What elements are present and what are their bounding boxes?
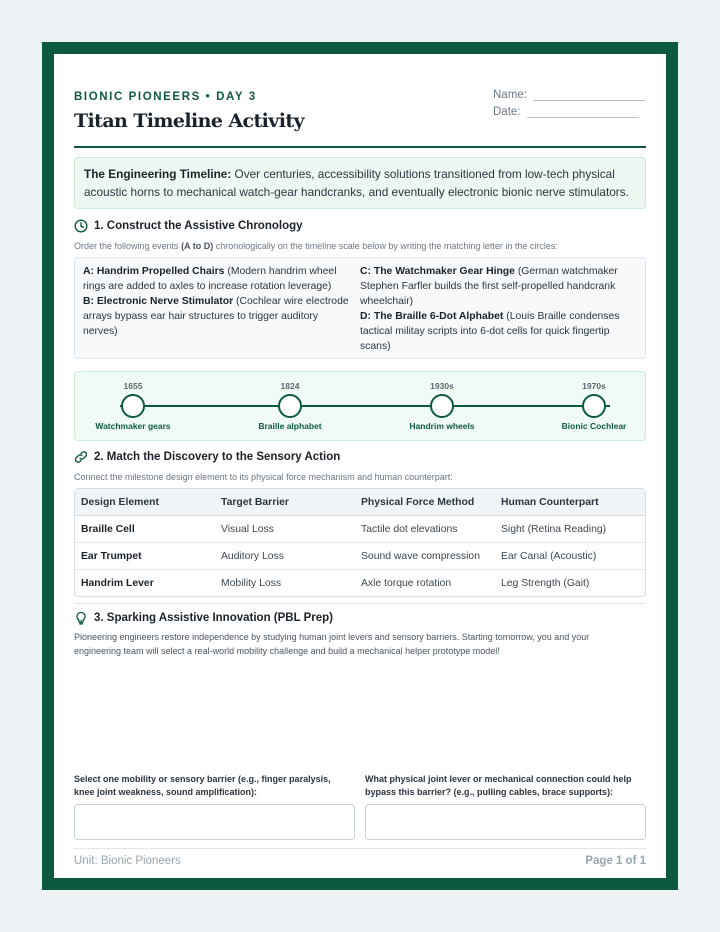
section2-title: 2. Match the Discovery to the Sensory Action — [94, 451, 341, 463]
table-cell: Auditory Loss — [215, 543, 355, 570]
events-col-left — [83, 264, 360, 352]
callout-text: Over centuries, accessibility solutions transitioned from low-tech physical acoustic horns to mechanical watch-gear handcranks, and eventually electronic bionic nerve stimulators. — [84, 167, 629, 199]
lightbulb-icon — [74, 611, 88, 625]
column-header: Physical Force Method — [355, 489, 495, 516]
section3-heading — [74, 611, 333, 625]
answer-box-2[interactable] — [365, 804, 646, 840]
student-info — [493, 86, 645, 120]
timeline-label: Watchmaker gears — [95, 421, 171, 431]
footer-divider — [74, 848, 646, 849]
question-1: Select one mobility or sensory barrier (e.g., finger paralysis, knee joint weakness, sound amplification): — [74, 774, 331, 797]
event-a — [83, 264, 350, 294]
callout-lead: The Engineering Timeline: — [84, 167, 232, 181]
table-cell: Ear Canal (Acoustic) — [495, 543, 645, 570]
answer-circle[interactable] — [430, 394, 454, 418]
event-b — [83, 294, 350, 339]
event-c — [360, 264, 627, 309]
column-header: Human Counterpart — [495, 489, 645, 516]
event-d-text: (Louis Braille condenses tactical militay scripts into 6-dot cells for quick fingertip scans) — [360, 311, 620, 352]
event-a-head: A: Handrim Propelled Chairs — [83, 266, 225, 277]
section2-heading — [74, 450, 340, 464]
timeline-scale — [74, 371, 646, 441]
footer-unit: Unit: Bionic Pioneers — [74, 855, 181, 867]
event-c-text: (German watchmaker Stephen Farfler builds the first self-propelled handcrank wheelchair) — [360, 266, 618, 307]
section3-title: 3. Sparking Assistive Innovation (PBL Prep) — [94, 612, 334, 624]
footer-page: Page 1 of 1 — [585, 855, 646, 867]
section1-desc-bold: (A to D) — [181, 241, 214, 251]
timeline-axis — [120, 405, 610, 407]
table-row — [75, 516, 645, 543]
column-header: Design Element — [75, 489, 215, 516]
section1-desc-pre: Order the following events — [74, 241, 182, 251]
clock-icon — [74, 219, 88, 233]
table-cell: Axle torque rotation — [361, 577, 452, 589]
table-cell: Visual Loss — [215, 516, 355, 543]
section1-desc-post: chronologically on the timeline scale below by writing the matching letter in the circles: — [213, 241, 558, 251]
timeline-label: Bionic Cochlear — [561, 421, 627, 431]
table-row — [75, 570, 645, 596]
timeline-label: Braille alphabet — [258, 421, 322, 431]
series-kicker: BIONIC PIONEERS • DAY 3 — [74, 91, 257, 103]
timeline-label: Handrim wheels — [409, 421, 475, 431]
answer-circle[interactable] — [121, 394, 145, 418]
date-field[interactable] — [527, 106, 639, 118]
header-divider — [74, 146, 646, 148]
section3-text: Pioneering engineers restore independence by studying human joint levers and sensory barriers. Starting tomorrow, you and your engineering team will select a real-world mobility challenge and build a mechanical helper prototype model! — [74, 632, 590, 656]
section1-title: 1. Construct the Assistive Chronology — [94, 220, 303, 232]
timeline-year: 1824 — [280, 381, 300, 391]
table-cell: Tactile dot elevations — [355, 516, 495, 543]
page-title: Titan Timeline Activity — [74, 110, 304, 132]
table-cell: Sound wave compression — [355, 543, 495, 570]
table-cell: Sight (Retina Reading) — [495, 516, 645, 543]
event-b-text: (Cochlear wire electrode arrays bypass ear hair structures to trigger auditory nerves) — [83, 296, 349, 337]
events-col-right — [360, 264, 637, 352]
answer-box-1[interactable] — [74, 804, 355, 840]
table-cell: Handrim Lever — [81, 577, 154, 589]
section2-instructions: Connect the milestone design element to its physical force mechanism and human counterpart: — [74, 472, 453, 482]
section-divider — [74, 603, 646, 604]
event-d-head: D: The Braille 6-Dot Alphabet — [360, 311, 504, 322]
table-row — [75, 543, 645, 570]
name-field[interactable] — [533, 89, 645, 101]
table-header-row — [75, 489, 645, 516]
table-cell: Mobility Loss — [221, 577, 282, 589]
table-cell: Ear Trumpet — [75, 543, 215, 570]
answer-circle[interactable] — [278, 394, 302, 418]
intro-callout — [74, 157, 646, 209]
name-label: Name: — [493, 88, 527, 101]
matching-table — [74, 488, 646, 597]
column-header: Target Barrier — [215, 489, 355, 516]
timeline-year: 1970s — [582, 381, 606, 391]
timeline-year: 1655 — [123, 381, 143, 391]
date-label: Date: — [493, 105, 521, 118]
link-icon — [74, 450, 88, 464]
question-2: What physical joint lever or mechanical connection could help bypass this barrier? (e.g., pulling cables, brace supports): — [365, 774, 632, 797]
section1-heading — [74, 219, 303, 233]
worksheet-page — [54, 54, 666, 878]
event-c-head: C: The Watchmaker Gear Hinge — [360, 266, 515, 277]
answer-circle[interactable] — [582, 394, 606, 418]
timeline-year: 1930s — [430, 381, 454, 391]
table-cell: Braille Cell — [75, 516, 215, 543]
event-d — [360, 309, 627, 354]
event-a-text: (Modern handrim wheel rings are added to axles to increase rotation leverage) — [83, 266, 337, 292]
event-b-head: B: Electronic Nerve Stimulator — [83, 296, 234, 307]
section1-instructions — [74, 241, 558, 251]
events-box — [74, 257, 646, 359]
table-cell: Leg Strength (Gait) — [501, 577, 590, 589]
page-border — [42, 42, 678, 890]
